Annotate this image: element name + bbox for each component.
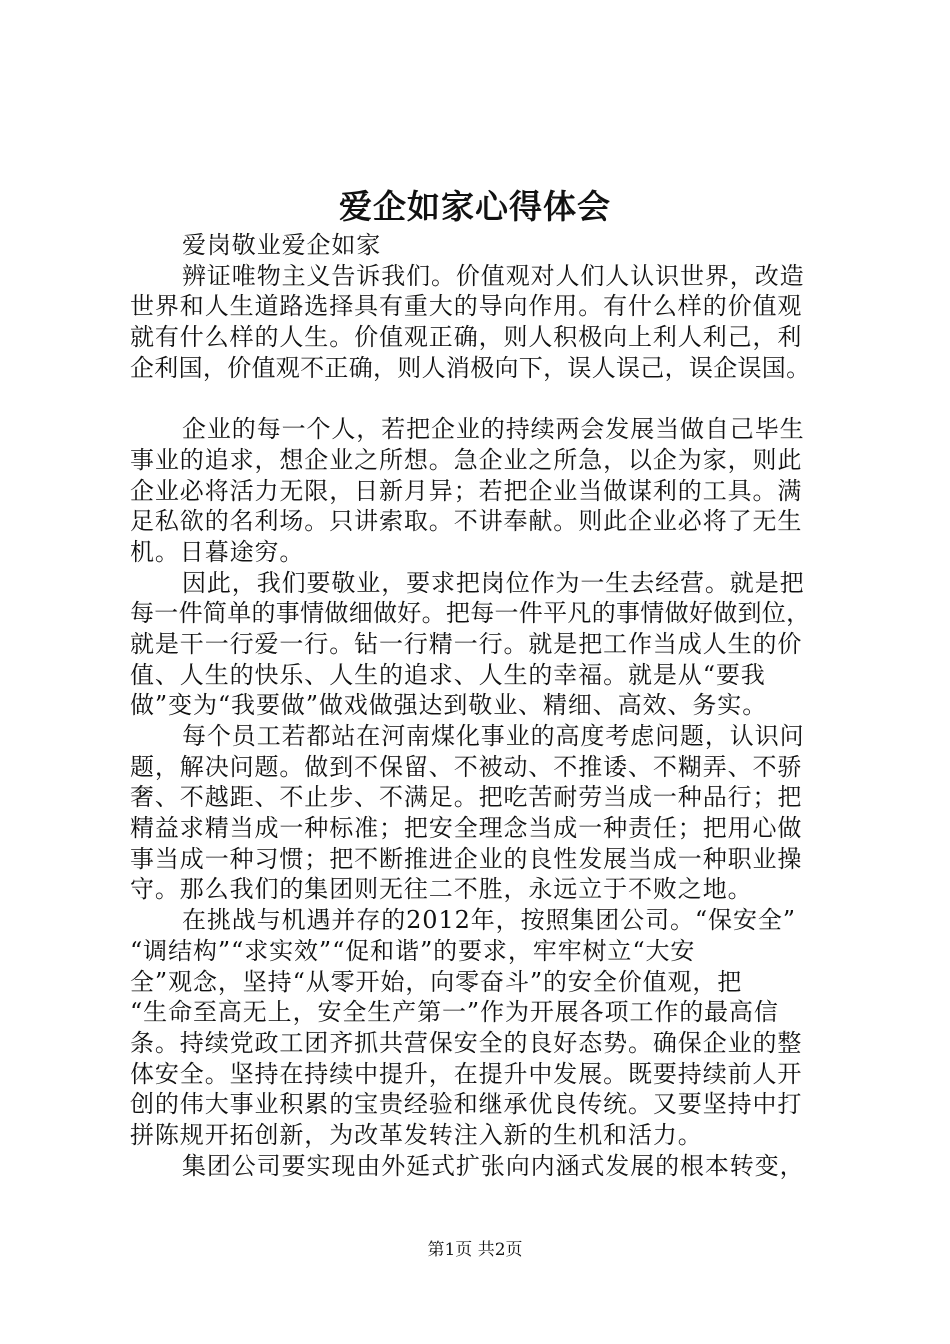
text-line: “调结构”“求实效”“促和谐”的要求，牢牢树立“大安	[130, 936, 696, 965]
document-title: 爱企如家心得体会	[339, 187, 611, 226]
text-line: 在挑战与机遇并存的2012年，按照集团公司。“保安全”	[182, 906, 796, 935]
text-line: 机。日暮途穷。	[130, 537, 305, 566]
text-line: 足私欲的名利场。只讲索取。不讲奉献。则此企业必将了无生	[130, 507, 803, 536]
text-line: 因此，我们要敬业，要求把岗位作为一生去经营。就是把	[182, 568, 805, 597]
paragraph-gap	[130, 383, 826, 414]
text-line: 每个员工若都站在河南煤化事业的高度考虑问题，认识问	[182, 722, 805, 750]
text-line: “生命至高无上，安全生产第一”作为开展各项工作的最高信	[130, 998, 779, 1027]
text-line: 辨证唯物主义告诉我们。价值观对人们人认识世界，改造	[182, 261, 805, 290]
page-footer: 第1页 共2页	[427, 1240, 523, 1260]
text-line: 集团公司要实现由外延式扩张向内涵式发展的根本转变，	[182, 1151, 805, 1180]
text-line: 事业的追求，想企业之所想。急企业之所急，以企为家，则此	[130, 445, 803, 474]
text-line: 守。那么我们的集团则无往二不胜，永远立于不败之地。	[130, 875, 753, 904]
text-line: 创的伟大事业积累的宝贵经验和继承优良传统。又要坚持中打	[130, 1090, 803, 1119]
text-line: 企业必将活力无限，日新月异；若把企业当做谋利的工具。满	[130, 476, 803, 505]
text-line: 企利国，价值观不正确，则人消极向下，误人误己，误企误国。	[130, 353, 811, 382]
text-line: 体安全。坚持在持续中提升，在提升中发展。既要持续前人开	[130, 1059, 803, 1088]
text-line: 奢、不越距、不止步、不满足。把吃苦耐劳当成一种品行；把	[130, 783, 803, 812]
text-line: 企业的每一个人，若把企业的持续两会发展当做自己毕生	[182, 415, 805, 444]
text-line: 每一件简单的事情做细做好。把每一件平凡的事情做好做到位，	[130, 599, 811, 628]
text-line: 条。持续党政工团齐抓共营保安全的良好态势。确保企业的整	[130, 1028, 803, 1057]
text-line: 精益求精当成一种标准；把安全理念当成一种责任；把用心做	[130, 814, 803, 843]
text-line: 题，解决问题。做到不保留、不被动、不推诿、不糊弄、不骄	[130, 752, 803, 781]
text-line: 全”观念，坚持“从零开始，向零奋斗”的安全价值观，把	[130, 967, 743, 996]
text-line: 值、人生的快乐、人生的追求、人生的幸福。就是从“要我	[130, 660, 766, 689]
text-line: 做”变为“我要做”做戏做强达到敬业、精细、高效、务实。	[130, 691, 768, 720]
subtitle: 爱岗敬业爱企如家	[182, 231, 382, 259]
text-line: 世界和人生道路选择具有重大的导向作用。有什么样的价值观	[130, 292, 803, 321]
text-line: 就是干一行爱一行。钻一行精一行。就是把工作当成人生的价	[130, 629, 803, 658]
text-line: 事当成一种习惯；把不断推进企业的良性发展当成一种职业操	[130, 844, 803, 873]
text-line: 拼陈规开拓创新，为改革发转注入新的生机和活力。	[130, 1120, 703, 1149]
document-body	[130, 230, 826, 1181]
text-line: 就有什么样的人生。价值观正确，则人积极向上利人利己，利	[130, 323, 803, 352]
